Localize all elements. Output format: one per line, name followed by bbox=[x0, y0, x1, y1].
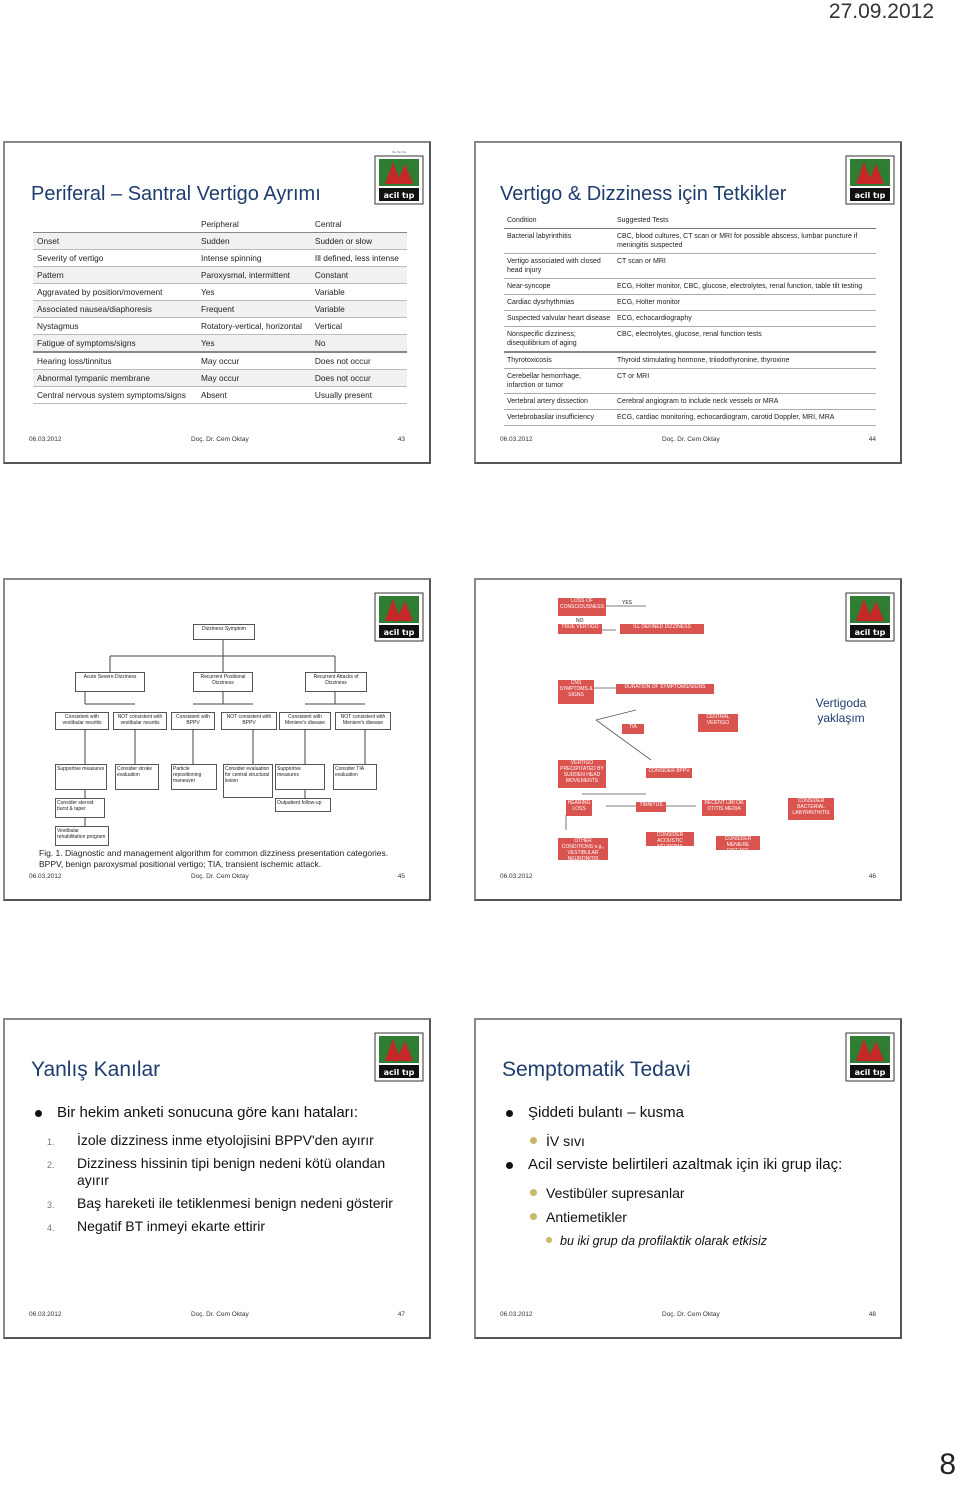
flow-node: Consistent with Meniere's disease bbox=[279, 712, 331, 730]
flow-node: Consider TIA evaluation bbox=[333, 764, 377, 790]
flow-node: CONSIDER ACOUSTIC NEUROMA bbox=[646, 832, 694, 846]
cell: Bacterial labyrinthitis bbox=[504, 229, 614, 254]
cell: Associated nausea/diaphoresis bbox=[33, 301, 197, 318]
flow-node: TRUE VERTIGO bbox=[558, 624, 602, 634]
sub-bullet-item: Antiemetikler bbox=[502, 1208, 880, 1226]
slide-footer bbox=[29, 436, 405, 446]
cell: Sudden or slow bbox=[311, 233, 407, 250]
flow-node: Acute Severe Dizziness bbox=[75, 672, 145, 692]
slide-title: Vertigo & Dizziness için Tetkikler bbox=[500, 183, 787, 205]
slide-44 bbox=[474, 141, 902, 464]
item-text: Dizziness hissinin tipi benign nedeni kötü olandan ayırır bbox=[77, 1155, 386, 1188]
flow-node: Supportive measures bbox=[55, 764, 107, 790]
flow-node: Outpatient follow-up bbox=[275, 798, 331, 812]
slide-number: 46 bbox=[868, 873, 876, 880]
flow-node: DURATION OF SYMPTOMS/SIGNS bbox=[616, 684, 714, 694]
cell: Hearing loss/tinnitus bbox=[33, 352, 197, 370]
section-label: Vertigoda yaklaşım bbox=[815, 696, 867, 725]
table-row bbox=[504, 352, 876, 369]
slide-footer bbox=[29, 1311, 405, 1321]
svg-text:acil tıp: acil tıp bbox=[383, 1068, 415, 1077]
footer-date: 06.03.2012 bbox=[29, 1311, 62, 1318]
flow-node: Consistent with BPPV bbox=[171, 712, 215, 730]
table-row bbox=[33, 370, 407, 387]
cell: May occur bbox=[197, 352, 311, 370]
cell: Central nervous system symptoms/signs bbox=[33, 387, 197, 404]
cell: Nonspecific dizziness; disequilibrium of aging bbox=[504, 327, 614, 353]
cell: Yes bbox=[197, 335, 311, 353]
cell: No bbox=[311, 335, 407, 353]
numbered-item bbox=[31, 1218, 409, 1235]
flow-node: TINNITUS bbox=[636, 802, 666, 812]
yes-label: YES bbox=[622, 600, 633, 606]
cell: Variable bbox=[311, 301, 407, 318]
flow-root: Dizziness Symptom bbox=[193, 624, 255, 640]
item-number: 3. bbox=[47, 1200, 55, 1210]
slide-45 bbox=[3, 578, 431, 901]
cell: Abnormal tympanic membrane bbox=[33, 370, 197, 387]
slide-footer bbox=[500, 873, 876, 883]
cell: Onset bbox=[33, 233, 197, 250]
svg-text:acil tıp: acil tıp bbox=[854, 1068, 886, 1077]
header-cell: Condition bbox=[504, 213, 614, 229]
table-row bbox=[504, 295, 876, 311]
sub-bullet-item: Vestibüler supresanlar bbox=[502, 1184, 880, 1202]
flow-node: CONSIDER MENIERE DISEASE bbox=[716, 836, 760, 850]
cell: Vertebrobasilar insufficiency bbox=[504, 410, 614, 426]
acil-tip-logo-icon bbox=[373, 148, 425, 210]
cell: Near-syncope bbox=[504, 279, 614, 295]
acil-tip-logo-icon bbox=[844, 1025, 896, 1087]
bullet-item: Şiddeti bulantı – kusma bbox=[502, 1104, 880, 1122]
flow-node: NOT consistent with Meniere's disease bbox=[335, 712, 391, 730]
flow-node: NOT consistent with BPPV bbox=[221, 712, 277, 730]
table-row bbox=[33, 387, 407, 404]
cell: Cerebral angiogram to include neck vessels or MRA bbox=[614, 394, 876, 410]
slide-46 bbox=[474, 578, 902, 901]
slide-47 bbox=[3, 1018, 431, 1339]
bullet-item: Bir hekim anketi sonucuna göre kanı hataları: bbox=[31, 1104, 409, 1122]
slide-number: 47 bbox=[397, 1311, 405, 1318]
cell: CBC, blood cultures, CT scan or MRI for possible abscess, lumbar puncture if meningitis suspected bbox=[614, 229, 876, 254]
cell: Severity of vertigo bbox=[33, 250, 197, 267]
cell: Ill defined, less intense bbox=[311, 250, 407, 267]
cell: Yes bbox=[197, 284, 311, 301]
cell: Rotatory-vertical, horizontal bbox=[197, 318, 311, 335]
numbered-item bbox=[31, 1195, 409, 1212]
no-label: NO bbox=[576, 618, 584, 624]
flow-node: VERTIGO PRECIPITATED BY SUDDEN HEAD MOVEMENTS bbox=[558, 760, 606, 788]
cell: Vertebral artery dissection bbox=[504, 394, 614, 410]
item-text: Negatif BT inmeyi ekarte ettirir bbox=[77, 1218, 266, 1234]
table-row bbox=[33, 301, 407, 318]
cell: Variable bbox=[311, 284, 407, 301]
flow-node: Consistent with vestibular neuritis bbox=[55, 712, 109, 730]
page-number: 8 bbox=[939, 1448, 956, 1481]
slide-43 bbox=[3, 141, 431, 464]
cell: CT scan or MRI bbox=[614, 254, 876, 279]
cell: Aggravated by position/movement bbox=[33, 284, 197, 301]
cell: Constant bbox=[311, 267, 407, 284]
sub-sub-bullet-item: bu iki grup da profilaktik olarak etkisiz bbox=[502, 1232, 880, 1250]
table-row bbox=[504, 311, 876, 327]
slide-title: Yanlış Kanılar bbox=[31, 1058, 161, 1081]
svg-text:acil tıp: acil tıp bbox=[383, 628, 415, 637]
item-number: 4. bbox=[47, 1223, 55, 1233]
cell: Cerebellar hemorrhage, infarction or tumor bbox=[504, 369, 614, 394]
svg-text:acil tıp: acil tıp bbox=[854, 191, 886, 200]
flow-node: CONSIDER BACTERIAL LABYRINTHITIS bbox=[788, 798, 834, 820]
slide-footer bbox=[29, 873, 405, 883]
cell: Suspected valvular heart disease bbox=[504, 311, 614, 327]
slide-title: Periferal – Santral Vertigo Ayrımı bbox=[31, 183, 321, 205]
cell: ECG, Holter monitor bbox=[614, 295, 876, 311]
footer-author: Doç. Dr. Cem Oktay bbox=[191, 873, 249, 880]
footer-date: 06.03.2012 bbox=[29, 436, 62, 443]
cell: Usually present bbox=[311, 387, 407, 404]
vertigo-comparison-table bbox=[33, 216, 407, 404]
slide-number: 43 bbox=[397, 436, 405, 443]
flow-node: Particle repositioning maneuver bbox=[171, 764, 217, 790]
flow-node: NOT consistent with vestibular neuritis bbox=[113, 712, 167, 730]
cell: Nystagmus bbox=[33, 318, 197, 335]
footer-author: Doç. Dr. Cem Oktay bbox=[662, 1311, 720, 1318]
cell: Does not occur bbox=[311, 352, 407, 370]
cell: Intense spinning bbox=[197, 250, 311, 267]
svg-text:acil tıp: acil tıp bbox=[383, 191, 415, 200]
item-number: 1. bbox=[47, 1137, 55, 1147]
table-row bbox=[504, 369, 876, 394]
svg-text:~~~: ~~~ bbox=[391, 149, 407, 156]
flow-node: OTHER CONDITIONS e.g., VESTIBULAR NEURONITIS bbox=[558, 838, 608, 860]
svg-text:acil tıp: acil tıp bbox=[854, 628, 886, 637]
item-number: 2. bbox=[47, 1160, 55, 1170]
footer-author: Doç. Dr. Cem Oktay bbox=[662, 436, 720, 443]
cell: Pattern bbox=[33, 267, 197, 284]
cell: Does not occur bbox=[311, 370, 407, 387]
item-text: İzole dizziness inme etyolojisini BPPV'den ayırır bbox=[77, 1132, 374, 1148]
slide-number: 44 bbox=[868, 436, 876, 443]
header-cell: Central bbox=[311, 216, 407, 233]
cell: Cardiac dysrhythmias bbox=[504, 295, 614, 311]
cell: ECG, cardiac monitoring, echocardiogram, carotid Doppler, MRI, MRA bbox=[614, 410, 876, 426]
flow-node: Supportive measures bbox=[275, 764, 325, 790]
table-row bbox=[33, 250, 407, 267]
figure-caption: Fig. 1. Diagnostic and management algorithm for common dizziness presentation categories. BPPV, benign paroxysmal positional vertigo; TIA, transient ischemic attack. bbox=[39, 848, 389, 869]
header-date: 27.09.2012 bbox=[828, 0, 934, 23]
flow-node: LOSS OF CONSCIOUSNESS bbox=[558, 598, 606, 616]
slide-footer bbox=[500, 436, 876, 446]
header-cell: Peripheral bbox=[197, 216, 311, 233]
table-row bbox=[504, 279, 876, 295]
footer-author: Doç. Dr. Cem Oktay bbox=[191, 436, 249, 443]
table-row bbox=[33, 318, 407, 335]
cell: Vertical bbox=[311, 318, 407, 335]
flow-node: TIA bbox=[622, 724, 644, 734]
table-row bbox=[504, 254, 876, 279]
flow-node: HEARING LOSS bbox=[566, 800, 592, 816]
cell: Thyroid stimulating hormone, triiodothyronine, thyroxine bbox=[614, 352, 876, 369]
table-row bbox=[504, 394, 876, 410]
numbered-item bbox=[31, 1132, 409, 1149]
bullet-list bbox=[502, 1104, 880, 1256]
flow-node: Vestibular rehabilitation program bbox=[55, 826, 109, 846]
bullet-item: Acil serviste belirtileri azaltmak için iki grup ilaç: bbox=[502, 1156, 880, 1174]
table-row bbox=[504, 229, 876, 254]
cell: Vertigo associated with closed head injury bbox=[504, 254, 614, 279]
slide-title: Semptomatik Tedavi bbox=[502, 1058, 691, 1081]
cell: Thyrotoxicosis bbox=[504, 352, 614, 369]
slide-footer bbox=[500, 1311, 876, 1321]
flow-node: Consider steroid burst & taper bbox=[55, 798, 105, 818]
footer-author: Doç. Dr. Cem Oktay bbox=[191, 1311, 249, 1318]
flow-node: CONSIDER BPPV bbox=[646, 768, 692, 778]
cell: Paroxysmal, intermittent bbox=[197, 267, 311, 284]
bullet-list bbox=[31, 1104, 409, 1241]
cell: Frequent bbox=[197, 301, 311, 318]
table-row bbox=[33, 233, 407, 250]
footer-date: 06.03.2012 bbox=[500, 436, 533, 443]
cell: Sudden bbox=[197, 233, 311, 250]
flow-node: Consider stroke evaluation bbox=[115, 764, 159, 790]
cell: ECG, Holter monitor, CBC, glucose, electrolytes, renal function, table tilt testing bbox=[614, 279, 876, 295]
table-row bbox=[33, 284, 407, 301]
slide-number: 45 bbox=[397, 873, 405, 880]
item-text: Baş hareketi ile tetiklenmesi benign nedeni gösterir bbox=[77, 1195, 393, 1211]
header-cell: Suggested Tests bbox=[614, 213, 876, 229]
cell: Absent bbox=[197, 387, 311, 404]
tests-table bbox=[504, 213, 876, 426]
acil-tip-logo-icon bbox=[844, 148, 896, 210]
cell: Fatigue of symptoms/signs bbox=[33, 335, 197, 353]
flow-node: CENTRAL VERTIGO bbox=[698, 714, 738, 732]
cell: ECG, echocardiography bbox=[614, 311, 876, 327]
flow-node: Recurrent Positional Dizziness bbox=[193, 672, 253, 692]
header-cell bbox=[33, 216, 197, 233]
numbered-item bbox=[31, 1155, 409, 1189]
cell: May occur bbox=[197, 370, 311, 387]
flow-node: RECENT URI OR OTITIS MEDIA bbox=[702, 800, 746, 816]
table-row bbox=[504, 327, 876, 353]
footer-date: 06.03.2012 bbox=[29, 873, 62, 880]
acil-tip-logo-icon bbox=[373, 1025, 425, 1087]
cell: CT or MRI bbox=[614, 369, 876, 394]
flow-node: Recurrent Attacks of Dizziness bbox=[305, 672, 367, 692]
cell: CBC, electrolytes, glucose, renal function tests bbox=[614, 327, 876, 353]
footer-date: 06.03.2012 bbox=[500, 873, 533, 880]
flow-node: ILL DEFINED DIZZINESS bbox=[620, 624, 704, 634]
slide-48 bbox=[474, 1018, 902, 1339]
sub-bullet-item: İV sıvı bbox=[502, 1132, 880, 1150]
flow-node: Consider evaluation for central structural lesion bbox=[223, 764, 273, 798]
table-row bbox=[33, 335, 407, 353]
table-row bbox=[33, 267, 407, 284]
table-row bbox=[504, 410, 876, 426]
footer-date: 06.03.2012 bbox=[500, 1311, 533, 1318]
flow-node: CNS SYMPTOMS & SIGNS bbox=[558, 680, 594, 704]
slide-number: 48 bbox=[868, 1311, 876, 1318]
table-row bbox=[33, 352, 407, 370]
